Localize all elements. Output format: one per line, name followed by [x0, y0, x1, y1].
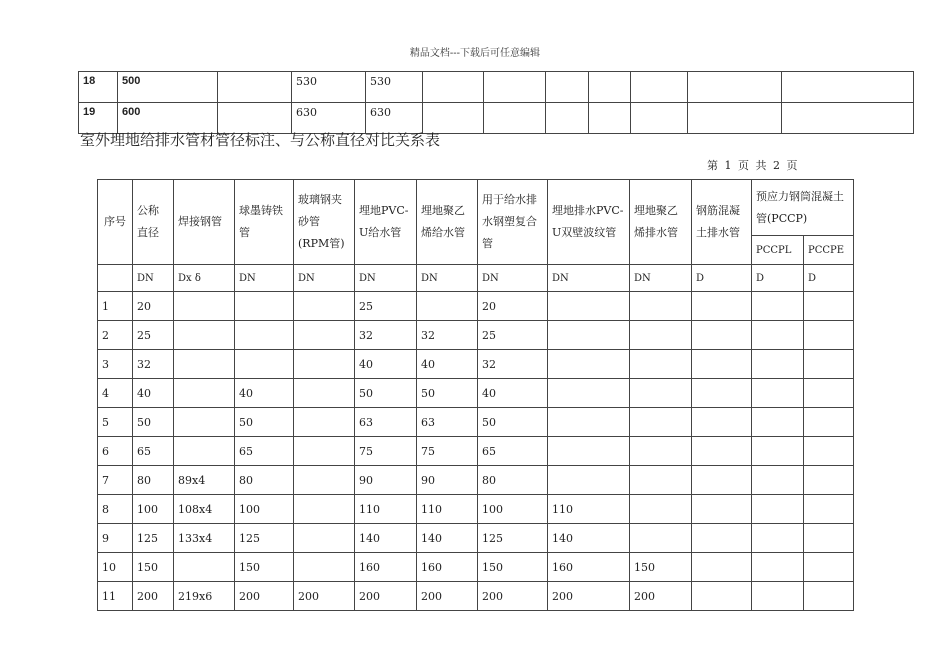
- table-cell: [294, 437, 355, 466]
- table-row: [98, 437, 854, 466]
- table-cell: [752, 437, 804, 466]
- table-cell: 65: [478, 437, 548, 466]
- table-row: [98, 495, 854, 524]
- table-cell: 500: [118, 72, 218, 103]
- table-cell: 65: [133, 437, 174, 466]
- table-cell: [174, 350, 235, 379]
- table-cell: 75: [417, 437, 478, 466]
- table-cell: [630, 524, 692, 553]
- table-cell: [752, 408, 804, 437]
- table-cell: 6: [98, 437, 133, 466]
- table-row: [98, 553, 854, 582]
- table-cell: 219x6: [174, 582, 235, 611]
- table-cell: 200: [355, 582, 417, 611]
- table-cell: [752, 466, 804, 495]
- table-cell: [484, 103, 546, 134]
- table-cell: 7: [98, 466, 133, 495]
- table-cell: [294, 495, 355, 524]
- table-cell: [417, 292, 478, 321]
- table-cell: [294, 321, 355, 350]
- table-cell: 18: [79, 72, 118, 103]
- table-cell: 32: [355, 321, 417, 350]
- table-cell: [752, 524, 804, 553]
- units-cell: D: [752, 265, 804, 292]
- table-cell: [294, 524, 355, 553]
- table-cell: 100: [133, 495, 174, 524]
- table-cell: 110: [417, 495, 478, 524]
- table-cell: 150: [478, 553, 548, 582]
- header-pvcu-supply: 埋地PVC-U给水管: [355, 180, 417, 265]
- table-cell: 32: [133, 350, 174, 379]
- table-cell: [692, 350, 752, 379]
- table-row: [98, 466, 854, 495]
- table-cell: [692, 408, 752, 437]
- table-cell: [630, 437, 692, 466]
- table-row: [98, 321, 854, 350]
- table-cell: 11: [98, 582, 133, 611]
- table-row: [98, 379, 854, 408]
- table-cell: 50: [235, 408, 294, 437]
- table-cell: 125: [133, 524, 174, 553]
- table-cell: 150: [133, 553, 174, 582]
- header-pccpl: PCCPL: [752, 236, 804, 265]
- table-cell: 40: [478, 379, 548, 408]
- table-cell: [688, 103, 782, 134]
- table-cell: 200: [478, 582, 548, 611]
- table-cell: 160: [417, 553, 478, 582]
- table-cell: 100: [235, 495, 294, 524]
- table-cell: 75: [355, 437, 417, 466]
- table-cell: 32: [417, 321, 478, 350]
- units-cell: DN: [478, 265, 548, 292]
- table-cell: 100: [478, 495, 548, 524]
- table-cell: [546, 103, 589, 134]
- table-cell: 630: [292, 103, 366, 134]
- header-pe-drain: 埋地聚乙烯排水管: [630, 180, 692, 265]
- table-cell: [752, 379, 804, 408]
- table-cell: [630, 379, 692, 408]
- table-cell: [174, 553, 235, 582]
- table-cell: 150: [235, 553, 294, 582]
- table-cell: [174, 379, 235, 408]
- table-row: [98, 582, 854, 611]
- table-cell: 125: [235, 524, 294, 553]
- header-rc-drain: 钢筋混凝土排水管: [692, 180, 752, 265]
- table-cell: [630, 466, 692, 495]
- units-cell: DN: [355, 265, 417, 292]
- table-row: [98, 350, 854, 379]
- table-cell: [692, 379, 752, 408]
- table-cell: 530: [366, 72, 423, 103]
- table-cell: 200: [133, 582, 174, 611]
- table-cell: 89x4: [174, 466, 235, 495]
- table-cell: [692, 292, 752, 321]
- table-cell: [752, 495, 804, 524]
- table-cell: [804, 292, 854, 321]
- table-row: [98, 408, 854, 437]
- table-cell: 32: [478, 350, 548, 379]
- table-cell: [548, 321, 630, 350]
- table-row: [98, 524, 854, 553]
- table-cell: 10: [98, 553, 133, 582]
- table-cell: 140: [548, 524, 630, 553]
- table-cell: 40: [133, 379, 174, 408]
- continued-row: [79, 72, 914, 103]
- table-cell: [804, 582, 854, 611]
- table-cell: 133x4: [174, 524, 235, 553]
- table-cell: [548, 350, 630, 379]
- table-cell: [174, 437, 235, 466]
- table-cell: [294, 553, 355, 582]
- table-cell: 63: [355, 408, 417, 437]
- header-welded-steel: 焊接钢管: [174, 180, 235, 265]
- table-cell: [630, 408, 692, 437]
- table-cell: [631, 103, 688, 134]
- table-cell: [484, 72, 546, 103]
- table-cell: 8: [98, 495, 133, 524]
- header-nominal-diameter: 公称直径: [133, 180, 174, 265]
- table-cell: [692, 524, 752, 553]
- table-cell: 40: [417, 350, 478, 379]
- table-cell: [804, 524, 854, 553]
- table-cell: [630, 350, 692, 379]
- table-cell: 110: [548, 495, 630, 524]
- table-cell: [294, 292, 355, 321]
- table-cell: [548, 292, 630, 321]
- table-cell: [589, 72, 631, 103]
- table-cell: 25: [133, 321, 174, 350]
- header-pccpe: PCCPE: [804, 236, 854, 265]
- header-row: [98, 180, 854, 236]
- table-cell: [692, 437, 752, 466]
- table-cell: 50: [478, 408, 548, 437]
- table-cell: [692, 495, 752, 524]
- table-cell: [548, 408, 630, 437]
- table-cell: 19: [79, 103, 118, 134]
- table-cell: 9: [98, 524, 133, 553]
- table-cell: [804, 553, 854, 582]
- table-cell: 50: [417, 379, 478, 408]
- table-cell: [804, 321, 854, 350]
- table-cell: 630: [366, 103, 423, 134]
- table-cell: 2: [98, 321, 133, 350]
- page-header: 精品文档---下载后可任意编辑: [409, 48, 541, 59]
- header-pccp: 预应力钢筒混凝土管(PCCP): [752, 180, 854, 236]
- table-cell: 200: [417, 582, 478, 611]
- table-cell: [294, 379, 355, 408]
- table-cell: [804, 466, 854, 495]
- table-cell: [804, 495, 854, 524]
- table-cell: [692, 321, 752, 350]
- table-cell: 200: [235, 582, 294, 611]
- table-cell: [752, 553, 804, 582]
- table-cell: [804, 408, 854, 437]
- table-cell: 80: [235, 466, 294, 495]
- table-cell: [294, 350, 355, 379]
- table-cell: 3: [98, 350, 133, 379]
- table-cell: [294, 408, 355, 437]
- table-cell: 140: [355, 524, 417, 553]
- table-cell: 110: [355, 495, 417, 524]
- table-cell: [548, 437, 630, 466]
- table-cell: 40: [355, 350, 417, 379]
- table-cell: [804, 350, 854, 379]
- table-row: [98, 292, 854, 321]
- table-cell: [804, 437, 854, 466]
- table-cell: [692, 582, 752, 611]
- units-cell: DN: [235, 265, 294, 292]
- table-cell: [174, 408, 235, 437]
- units-cell: [98, 265, 133, 292]
- table-cell: 200: [294, 582, 355, 611]
- table-cell: [752, 350, 804, 379]
- table-cell: [589, 103, 631, 134]
- table-cell: [294, 466, 355, 495]
- table-cell: 530: [292, 72, 366, 103]
- page-number-info: 第 1 页 共 2 页: [707, 159, 798, 172]
- table-cell: 25: [355, 292, 417, 321]
- table-cell: 20: [478, 292, 548, 321]
- table-cell: [235, 321, 294, 350]
- table-cell: [235, 292, 294, 321]
- table-cell: 50: [355, 379, 417, 408]
- table-cell: [752, 321, 804, 350]
- header-pe-supply: 埋地聚乙烯给水管: [417, 180, 478, 265]
- units-cell: DN: [133, 265, 174, 292]
- table-cell: 80: [478, 466, 548, 495]
- header-steel-plastic: 用于给水排水钢塑复合管: [478, 180, 548, 265]
- table-cell: 200: [630, 582, 692, 611]
- header-pvcu-drain: 埋地排水PVC-U双壁波纹管: [548, 180, 630, 265]
- pipe-diameter-table: [97, 179, 854, 611]
- table-cell: [218, 72, 292, 103]
- table-cell: [631, 72, 688, 103]
- table-cell: [692, 553, 752, 582]
- continued-table: [78, 71, 914, 134]
- document-title: 室外埋地给排水管材管径标注、与公称直径对比关系表: [80, 131, 441, 149]
- table-cell: [174, 292, 235, 321]
- units-cell: Dx δ: [174, 265, 235, 292]
- table-cell: [423, 72, 484, 103]
- header-seq: 序号: [98, 180, 133, 265]
- table-cell: 125: [478, 524, 548, 553]
- units-cell: DN: [630, 265, 692, 292]
- table-cell: [548, 379, 630, 408]
- table-cell: [688, 72, 782, 103]
- table-cell: [548, 466, 630, 495]
- table-cell: [692, 466, 752, 495]
- table-cell: 5: [98, 408, 133, 437]
- table-cell: 150: [630, 553, 692, 582]
- table-cell: 80: [133, 466, 174, 495]
- table-cell: 20: [133, 292, 174, 321]
- table-cell: [630, 495, 692, 524]
- table-cell: 4: [98, 379, 133, 408]
- header-frp-sand: 玻璃钢夹砂管(RPM管): [294, 180, 355, 265]
- table-cell: 1: [98, 292, 133, 321]
- table-cell: 40: [235, 379, 294, 408]
- table-cell: [752, 292, 804, 321]
- table-cell: 200: [548, 582, 630, 611]
- table-cell: 140: [417, 524, 478, 553]
- table-cell: [235, 350, 294, 379]
- table-cell: [546, 72, 589, 103]
- units-row: [98, 265, 854, 292]
- table-cell: [782, 103, 914, 134]
- table-cell: 65: [235, 437, 294, 466]
- table-cell: [630, 292, 692, 321]
- units-cell: D: [804, 265, 854, 292]
- table-cell: 90: [417, 466, 478, 495]
- units-cell: D: [692, 265, 752, 292]
- table-cell: 90: [355, 466, 417, 495]
- table-cell: [782, 72, 914, 103]
- table-cell: 50: [133, 408, 174, 437]
- units-cell: DN: [548, 265, 630, 292]
- table-cell: 600: [118, 103, 218, 134]
- table-cell: [174, 321, 235, 350]
- units-cell: DN: [417, 265, 478, 292]
- units-cell: DN: [294, 265, 355, 292]
- table-cell: 63: [417, 408, 478, 437]
- table-cell: 160: [548, 553, 630, 582]
- table-cell: 108x4: [174, 495, 235, 524]
- table-cell: [752, 582, 804, 611]
- table-cell: 160: [355, 553, 417, 582]
- header-ductile-iron: 球墨铸铁管: [235, 180, 294, 265]
- table-cell: [630, 321, 692, 350]
- table-cell: 25: [478, 321, 548, 350]
- table-cell: [804, 379, 854, 408]
